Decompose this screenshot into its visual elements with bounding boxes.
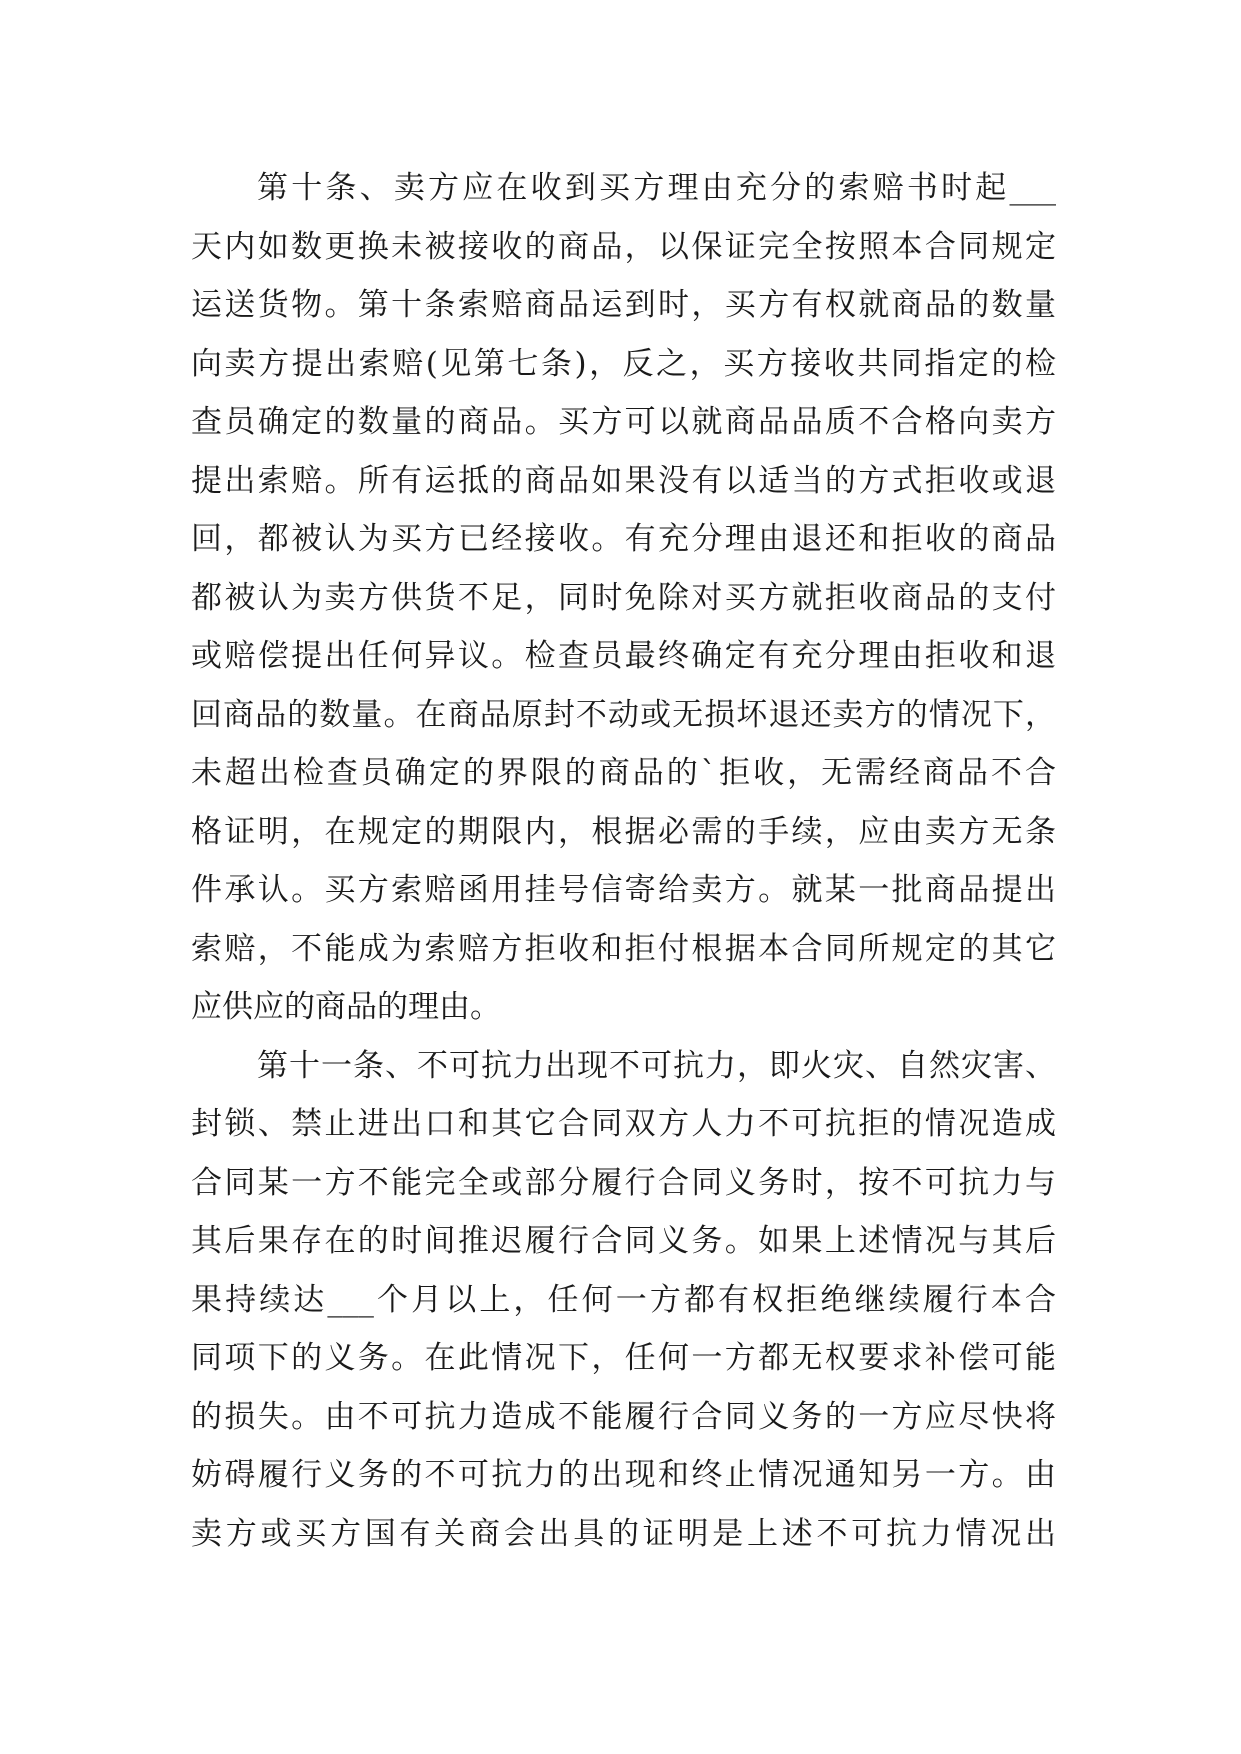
text-line: 的损失。由不可抗力造成不能履行合同义务的一方应尽快将 xyxy=(191,1398,1056,1435)
text-line: 封锁、禁止进出口和其它合同双方人力不可抗拒的情况造成 xyxy=(191,1106,1056,1142)
text-line: 运送货物。第十条索赔商品运到时，买方有权就商品的数量 xyxy=(191,287,1056,323)
text-line: 查员确定的数量的商品。买方可以就商品品质不合格向卖方 xyxy=(191,404,1056,440)
text-line: 合同某一方不能完全或部分履行合同义务时，按不可抗力与 xyxy=(191,1164,1056,1201)
text-line: 格证明，在规定的期限内，根据必需的手续，应由卖方无条 xyxy=(191,813,1056,850)
text-line: 提出索赔。所有运抵的商品如果没有以适当的方式拒收或退 xyxy=(191,462,1056,499)
text-line: 回，都被认为买方已经接收。有充分理由退还和拒收的商品 xyxy=(191,521,1056,557)
text-line: 件承认。买方索赔函用挂号信寄给卖方。就某一批商品提出 xyxy=(191,872,1056,908)
contract-text xyxy=(191,159,1056,1563)
text-line: 都被认为卖方供货不足，同时免除对买方就拒收商品的支付 xyxy=(191,579,1056,616)
text-line: 第十一条、不可抗力出现不可抗力，即火灾、自然灾害、 xyxy=(257,1047,1056,1084)
text-line: 回商品的数量。在商品原封不动或无损坏退还卖方的情况下， xyxy=(191,696,1056,733)
text-line: 第十条、卖方应在收到买方理由充分的索赔书时起___ xyxy=(257,170,1056,206)
text-line: 或赔偿提出任何异议。检查员最终确定有充分理由拒收和退 xyxy=(191,638,1056,674)
text-line: 天内如数更换未被接收的商品，以保证完全按照本合同规定 xyxy=(191,228,1056,265)
text-line: 向卖方提出索赔(见第七条)，反之，买方接收共同指定的检 xyxy=(191,345,1056,382)
text-line: 索赔，不能成为索赔方拒收和拒付根据本合同所规定的其它 xyxy=(191,930,1056,967)
text-line: 应供应的商品的理由。 xyxy=(191,989,501,1025)
text-line: 卖方或买方国有关商会出具的证明是上述不可抗力情况出 xyxy=(191,1515,1056,1552)
text-line: 同项下的义务。在此情况下，任何一方都无权要求补偿可能 xyxy=(191,1340,1056,1376)
text-line: 未超出检查员确定的界限的商品的`拒收，无需经商品不合 xyxy=(191,755,1056,791)
text-line: 果持续达___个月以上，任何一方都有权拒绝继续履行本合 xyxy=(191,1281,1056,1318)
text-line: 其后果存在的时间推迟履行合同义务。如果上述情况与其后 xyxy=(191,1223,1056,1259)
text-line: 妨碍履行义务的不可抗力的出现和终止情况通知另一方。由 xyxy=(191,1457,1056,1493)
